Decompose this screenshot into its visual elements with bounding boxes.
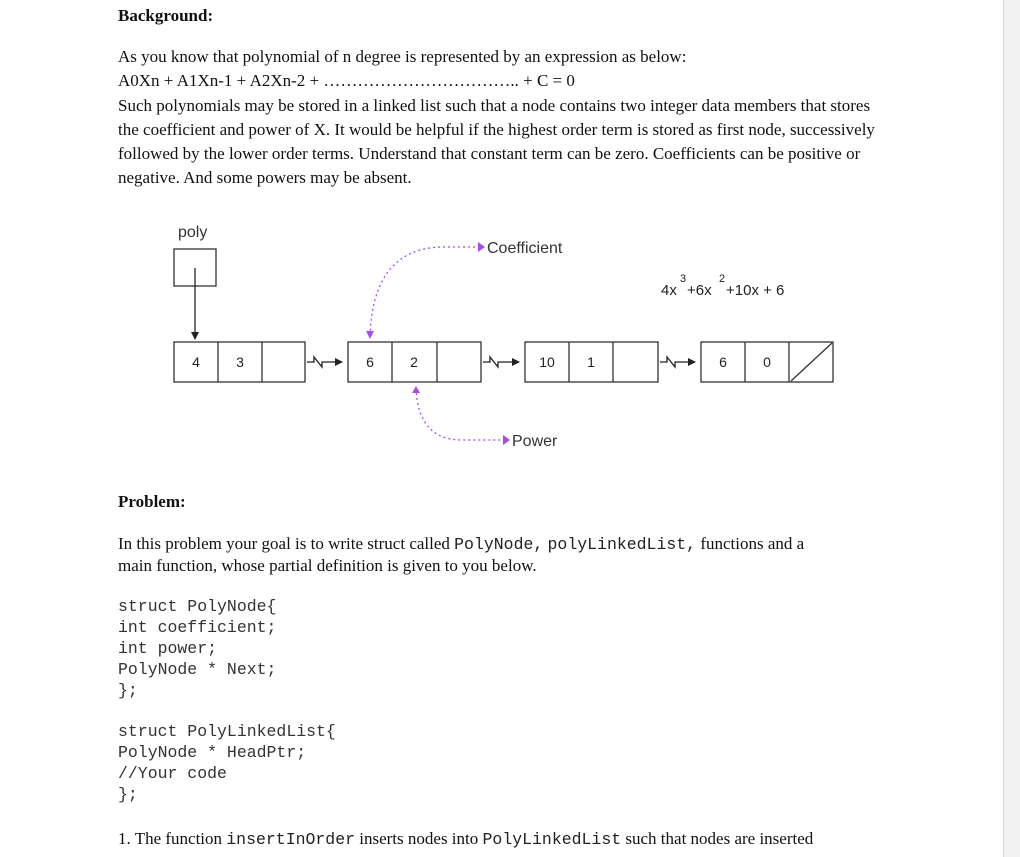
node-2 bbox=[348, 342, 481, 382]
node-3-coefficient: 10 bbox=[539, 354, 555, 370]
polylinkedlist-code-ref-2: PolyLinkedList bbox=[482, 830, 622, 849]
polynode-code-ref: PolyNode, bbox=[454, 535, 544, 554]
node-4 bbox=[701, 342, 833, 382]
insertinorder-code-ref: insertInOrder bbox=[226, 830, 356, 849]
requirement-1-line: 1. The function insertInOrder inserts nodes into PolyLinkedList such that nodes are inserted bbox=[118, 829, 814, 849]
power-label: Power bbox=[512, 433, 558, 450]
node-4-power: 0 bbox=[763, 354, 771, 370]
coefficient-pointer-curve bbox=[370, 247, 480, 338]
svg-text:3: 3 bbox=[680, 273, 687, 285]
node-4-coefficient: 6 bbox=[719, 354, 727, 370]
coefficient-label: Coefficient bbox=[487, 240, 563, 257]
expression-line: A0Xn + A1Xn-1 + A2Xn-2 + …………………………….. + C = 0 bbox=[118, 71, 575, 90]
svg-text:2: 2 bbox=[719, 273, 726, 285]
polynomial-expression bbox=[661, 273, 784, 299]
node-2-power: 2 bbox=[410, 354, 418, 370]
link-arrow-1 bbox=[307, 357, 342, 367]
problem-line-1: In this problem your goal is to write struct called PolyNode, polyLinkedList, functions and a bbox=[118, 534, 805, 554]
intro-line: As you know that polynomial of n degree is represented by an expression as below: bbox=[118, 47, 687, 66]
node-3 bbox=[525, 342, 658, 382]
problem-line-2: main function, whose partial definition is given to you below. bbox=[118, 556, 537, 575]
power-pointer-curve bbox=[416, 388, 505, 440]
node-1-power: 3 bbox=[236, 354, 244, 370]
node-1 bbox=[174, 342, 305, 382]
description-paragraph: Such polynomials may be stored in a linked list such that a node contains two integer data members that stores the coefficient and power of X. It would be helpful if the highest order term is stored as first node, successively followed by the lower order terms. Understand that constant term can be zero. Coefficients can be positive or negative. And some powers may be absent. bbox=[118, 96, 875, 187]
node-2-coefficient: 6 bbox=[366, 354, 374, 370]
scrollbar-track[interactable] bbox=[1004, 0, 1020, 857]
link-arrow-2 bbox=[483, 357, 519, 367]
document-page: Background: As you know that polynomial of n degree is represented by an expression as below: A0Xn + A1Xn-1 + A2Xn-2 + …………………………….. + C = 0 Such polynomials may be stored in a linked list such that a node contains two integer data members that stores the coefficient and power of X. It would be helpful if the highest order term is stored as first node, successively followed by the lower order terms. Understand that constant term can be zero. Coefficients can be positive or negative. And some powers may be absent. poly 4 3 6 2 10 1 6 0 Coefficient Power 4x 3 +6x 2 +10x + 6 Problem: In this problem your goal is to write struct called PolyNode, polyLinkedList, functions and a main function, whose partial definition is given to you below. struct PolyNode{ int coefficient; int power; PolyNode * Next; }; struct PolyLinkedList{ PolyNode * HeadPtr; //Your code }; 1. The function insertInOrder inserts nodes into PolyLinkedList such that nodes are inserted bbox=[0, 0, 1004, 857]
problem-heading: Problem: bbox=[118, 492, 186, 511]
polylinkedlist-code-ref: polyLinkedList, bbox=[547, 535, 697, 554]
background-heading: Background: bbox=[118, 6, 214, 25]
node-3-power: 1 bbox=[587, 354, 595, 370]
link-arrow-3 bbox=[660, 357, 695, 367]
svg-text:+6x: +6x bbox=[687, 282, 712, 299]
node-1-coefficient: 4 bbox=[192, 354, 200, 370]
svg-text:+10x + 6: +10x + 6 bbox=[726, 282, 785, 299]
svg-text:4x: 4x bbox=[661, 282, 677, 299]
poly-label: poly bbox=[178, 224, 208, 241]
